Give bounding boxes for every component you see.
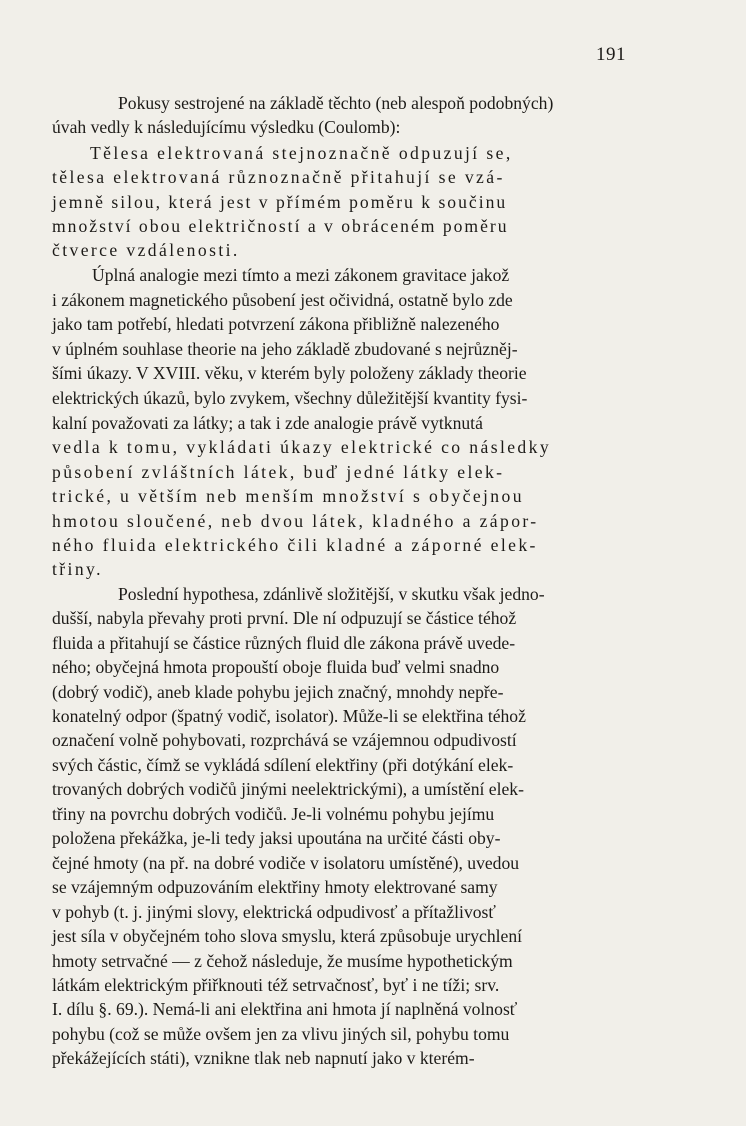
text-line: Poslední hypothesa, zdánlivě složitější, v skutku však jedno- xyxy=(118,584,545,604)
text-line: fluida a přitahují se částice různých fluid dle zákona právě uvede- xyxy=(52,633,516,653)
text-line: svých částic, čímž se vykládá sdílení elektřiny (při dotýkání elek- xyxy=(52,755,514,775)
text-line: v úplném souhlase theorie na jeho základě zbudované s nejrůzněj- xyxy=(52,339,518,359)
text-line-emphasis: hmotou sloučené, neb dvou látek, kladného a zápor- xyxy=(52,511,539,531)
text-line: ného; obyčejná hmota propouští oboje fluida buď velmi snadno xyxy=(52,657,500,677)
text-line: jest síla v obyčejném toho slova smyslu, která způsobuje urychlení xyxy=(52,926,523,946)
text-line: kalní považovati za látky; a tak i zde analogie právě vytknutá xyxy=(52,413,483,433)
text-line: v pohyb (t. j. jinými slovy, elektrická odpudivosť a přítažlivosť xyxy=(52,902,496,922)
text-line-emphasis: ného fluida elektrického čili kladné a záporné elek- xyxy=(52,535,538,555)
text-line: označení volně pohybovati, rozprchává se vzájemnou odpudivostí xyxy=(52,730,517,750)
text-line-emphasis: jemně silou, která jest v přímém poměru k součinu xyxy=(52,192,508,212)
text-line-emphasis: třiny. xyxy=(52,559,103,579)
text-line: Úplná analogie mezi tímto a mezi zákonem gravitace jakož xyxy=(92,265,510,285)
text-line-emphasis: Tělesa elektrovaná stejnoznačně odpuzují se, xyxy=(90,143,513,163)
text-line-emphasis: tělesa elektrovaná různoznačně přitahují se vzá- xyxy=(52,167,505,187)
text-line: položena překážka, je-li tedy jaksi upoutána na určité části oby- xyxy=(52,828,501,848)
text-line: trovaných dobrých vodičů jinými neelektrickými), a umístění elek- xyxy=(52,779,524,799)
text-line: čejné hmoty (na př. na dobré vodiče v isolatoru umístěné), uvedou xyxy=(52,853,520,873)
text-line: elektrických úkazů, bylo zvykem, všechny důležitější kvantity fysi- xyxy=(52,388,528,408)
text-line-emphasis: čtverce vzdálenosti. xyxy=(52,240,240,260)
page-number: 191 xyxy=(596,44,626,65)
text-line: jako tam potřebí, hledati potvrzení zákona přibližně nalezeného xyxy=(52,314,500,334)
text-line-emphasis: trické, u větším neb menším množství s obyčejnou xyxy=(52,486,524,506)
text-line: Pokusy sestrojené na základě těchto (neb alespoň podobných) xyxy=(118,93,554,113)
text-line: pohybu (což se může ovšem jen za vlivu jiných sil, pohybu tomu xyxy=(52,1024,510,1044)
text-line: úvah vedly k následujícímu výsledku (Coulomb): xyxy=(52,117,401,137)
text-line: hmoty setrvačné — z čehož následuje, že musíme hypothetickým xyxy=(52,951,513,971)
text-line-emphasis: množství obou električností a v obráceném poměru xyxy=(52,216,509,236)
text-line-emphasis: působení zvláštních látek, buď jedné látky elek- xyxy=(52,462,505,482)
text-line: konatelný odpor (špatný vodič, isolator). Může-li se elektřina téhož xyxy=(52,706,526,726)
text-line: třiny na povrchu dobrých vodičů. Je-li volnému pohybu jejímu xyxy=(52,804,495,824)
text-line: překážejících státi), vznikne tlak neb napnutí jako v kterém- xyxy=(52,1048,475,1068)
text-line: látkám elektrickým přiřknouti též setrvačnosť, byť i ne tíži; srv. xyxy=(52,975,500,995)
text-line-emphasis: vedla k tomu, vykládati úkazy elektrické co následky xyxy=(52,437,552,457)
text-line: I. dílu §. 69.). Nemá-li ani elektřina ani hmota jí naplněná volnosť xyxy=(52,999,518,1019)
text-line: šími úkazy. V XVIII. věku, v kterém byly položeny základy theorie xyxy=(52,363,527,383)
text-line: dušší, nabyla převahy proti první. Dle ní odpuzují se částice téhož xyxy=(52,608,517,628)
text-line: (dobrý vodič), aneb klade pohybu jejich značný, mnohdy nepře- xyxy=(52,682,504,702)
text-line: i zákonem magnetického působení jest očividná, ostatně bylo zde xyxy=(52,290,513,310)
text-line: se vzájemným odpuzováním elektřiny hmoty elektrované samy xyxy=(52,877,498,897)
